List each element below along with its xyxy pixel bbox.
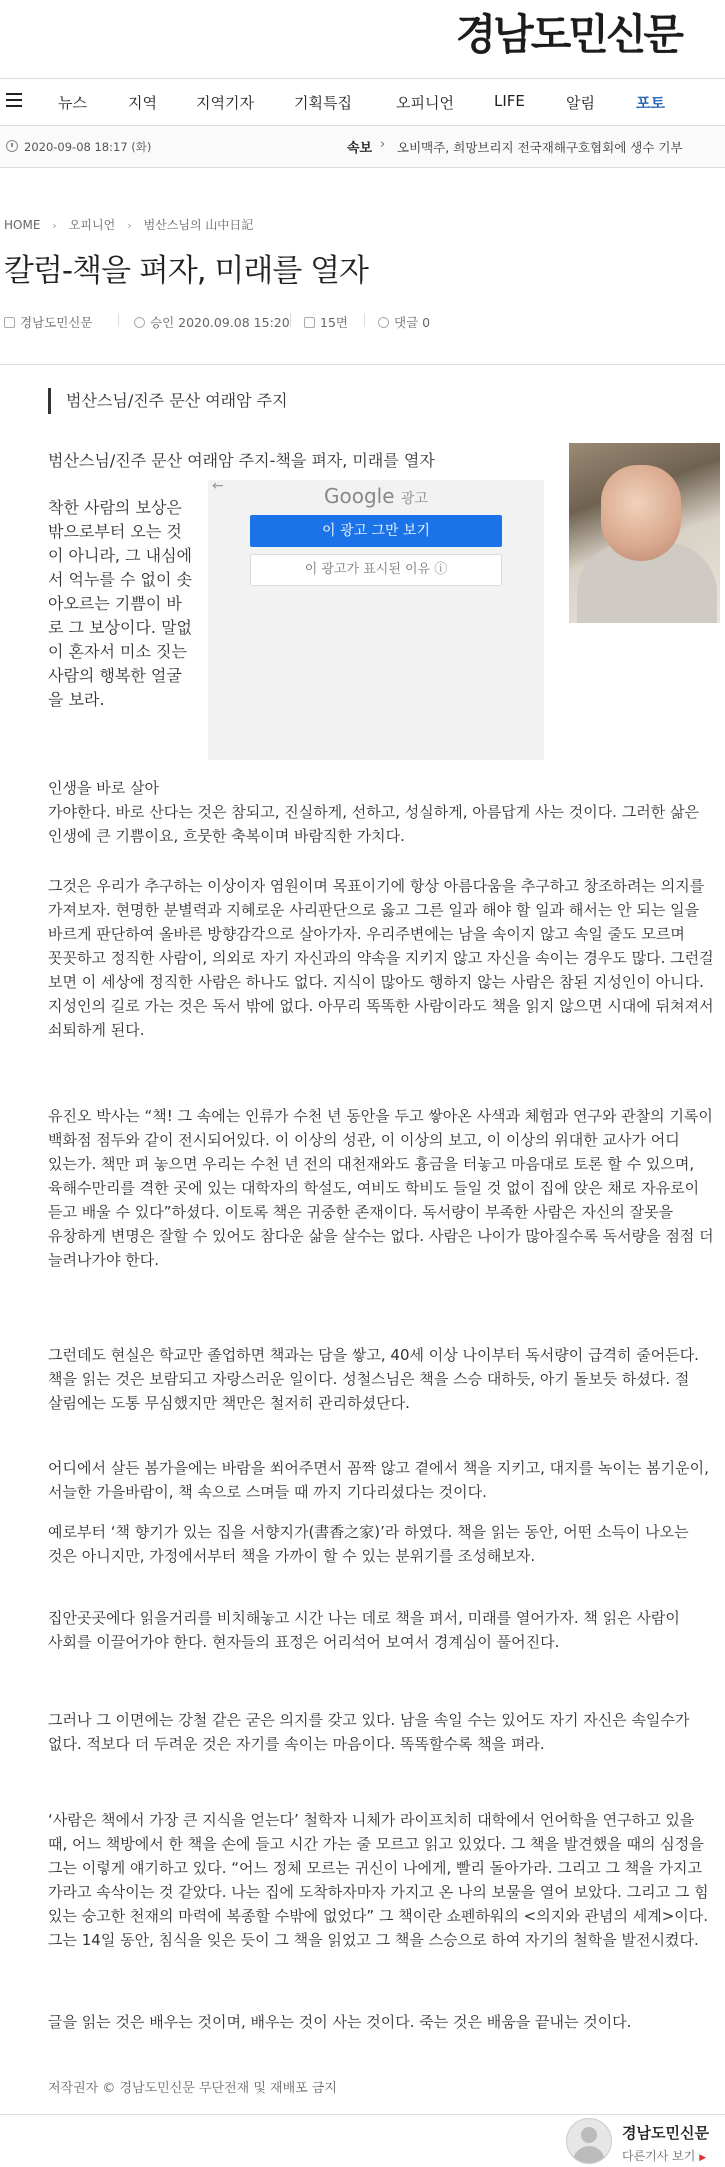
page-number: 15면	[320, 315, 348, 330]
writer-name: 경남도민신문	[622, 2124, 709, 2142]
breadcrumb	[4, 216, 253, 233]
site-logo[interactable]: 경남도민신문	[455, 10, 681, 59]
nav-item-region-reporter[interactable]: 지역기자	[196, 94, 254, 112]
menu-icon[interactable]	[6, 93, 22, 107]
avatar	[566, 2118, 612, 2164]
user-icon	[4, 317, 15, 328]
nav-item-feature[interactable]: 기획특집	[294, 94, 352, 112]
avatar-body	[573, 2146, 605, 2164]
author-photo	[569, 443, 720, 623]
arrow-right-icon: ▶	[699, 2153, 707, 2163]
back-arrow-icon[interactable]: ←	[212, 478, 224, 494]
breadcrumb-home[interactable]: HOME	[4, 218, 41, 232]
divider	[364, 313, 365, 327]
ad-brand	[208, 484, 544, 508]
approved-date: 승인 2020.09.08 15:20	[150, 315, 290, 330]
page-icon	[304, 317, 315, 328]
meta-author	[4, 313, 92, 331]
article-paragraph: 예로부터 ‘책 향기가 있는 집을 서향지가(書香之家)’라 하였다. 책을 읽는 동안, 어떤 소득이 나오는 것은 아니지만, 가정에서부터 책을 가까이 할 수 있는 분위기를 조성해보자.	[48, 1523, 689, 1565]
article-paragraph: 어디에서 살든 봄가을에는 바람을 쐬어주면서 꼼짝 않고 곁에서 책을 지키고, 대지를 녹이는 봄기운이, 서늘한 가을바람이, 책 속으로 스며들 때 까지 기다리셨다는 것이다.	[48, 1459, 709, 1501]
divider	[0, 364, 725, 365]
google-ad	[208, 480, 544, 760]
article-paragraph: 인생을 바로 살아 가야한다. 바로 산다는 것은 참되고, 진실하게, 선하고, 성실하게, 아름답게 사는 것이다. 그러한 삶은 인생에 큰 기쁨이요, 흐뭇한 축복이며 바람직한 가치다.	[48, 779, 699, 845]
page-title: 칼럼-책을 펴자, 미래를 열자	[4, 253, 369, 289]
clock-icon	[6, 140, 18, 152]
article-paragraph: 그런데도 현실은 학교만 졸업하면 책과는 담을 쌓고, 40세 이상 나이부터 독서량이 급격히 줄어든다. 책을 읽는 것은 보람되고 자랑스러운 일이다. 성철스님은 책을 스승 대하듯, 아기 돌보듯 하셨다. 절 살림에는 도통 무심했지만 책만은 철저히 관리하셨단다.	[48, 1346, 699, 1412]
breadcrumb-opinion[interactable]: 오피니언	[68, 218, 116, 232]
nav-item-notice[interactable]: 알림	[566, 94, 595, 112]
breaking-label: 속보	[347, 141, 373, 156]
ad-label: 광고	[400, 491, 428, 507]
article-paragraph: 유진오 박사는 “책! 그 속에는 인류가 수천 년 동안을 두고 쌓아온 사색과 체험과 연구와 관찰의 기록이 백화점 점두와 같이 전시되어있다. 이 이상의 성관, 이 이상의 보고, 이 이상의 위대한 교사가 어디 있는가. 책만 펴 놓으면 우리는 수천 년 전의 대천재와도 흉금을 터놓고 마음대로 토론 할 수 있으며, 육해수만리를 격한 곳에 있는 대학자의 학설도, 여비도 학비도 들일 것 없이 집에 앉은 채로 자유로이 듣고 배울 수 있다”하셨다. 이토록 책은 귀중한 존재이다. 독서량이 부족한 사람은 자신의 잘못을 유창하게 변명은 잘할 수 있어도 참다운 삶을 살수는 없다. 사람은 나이가 많아질수록 독서량을 점점 더 늘려나가야 한다.	[48, 1107, 714, 1269]
article-lead: 범산스님/진주 문산 여래암 주지-책을 펴자, 미래를 열자	[48, 451, 435, 470]
breadcrumb-section[interactable]: 범산스님의 山中日記	[143, 218, 254, 232]
chevron-right-icon: ›	[52, 219, 57, 232]
divider	[0, 2114, 725, 2115]
article-paragraph: 그것은 우리가 추구하는 이상이자 염원이며 목표이기에 항상 아름다움을 추구하고 창조하려는 의지를 가져보자. 현명한 분별력과 지혜로운 사리판단으로 옳고 그른 일과 해야 할 일과 해서는 안 되는 일을 바르게 판단하여 올바른 방향감각으로 살아가자. 우리주변에는 남을 속이지 않고 속일 줄도 모르며 꼿꼿하고 정직한 사람이, 의외로 자기 자신과의 약속을 지키지 않고 자신을 속이는 경우도 많다. 그런걸 보면 이 세상에 정직한 사람은 하나도 없다. 지식이 많아도 행하지 않는 사람은 참된 지성인이 아니다. 지성인의 길로 가는 것은 독서 밖에 없다. 아무리 똑똑한 사람이라도 책을 읽지 않으면 시대에 뒤쳐져서 쇠퇴하게 된다.	[48, 877, 714, 1039]
meta-approved	[134, 313, 290, 331]
photo-figure-head	[601, 465, 681, 561]
copyright-notice: 저작권자 © 경남도민신문 무단전재 및 재배포 금지	[48, 2081, 337, 2096]
other-articles-label[interactable]: 다른기사 보기	[622, 2149, 696, 2163]
avatar-head	[581, 2127, 597, 2143]
why-ad-button[interactable]: 이 광고가 표시된 이유 ⓘ	[250, 554, 502, 586]
nav-item-news[interactable]: 뉴스	[58, 94, 87, 112]
nav-item-region[interactable]: 지역	[128, 94, 157, 112]
ticker-headline[interactable]: 오비맥주, 희망브리지 전국재해구호협회에 생수 기부	[397, 140, 683, 155]
divider	[290, 313, 291, 327]
article-paragraph: ‘사람은 책에서 가장 큰 지식을 얻는다’ 철학자 니체가 라이프치히 대학에서 언어학을 연구하고 있을 때, 어느 책방에서 한 책을 손에 들고 시간 가는 줄 모르고 읽고 있었다. 그 책을 발견했을 때의 심정을 그는 이렇게 얘기하고 있다. “어느 정체 모르는 귀신이 나에게, 빨리 돌아가라. 그리고 그 책을 가지고 가라고 속삭이는 것 같았다. 나는 집에 도착하자마자 가지고 온 나의 보물을 열어 보았다. 그리고 그 힘 있는 숭고한 천재의 마력에 복종할 수밖에 없었다” 그 책이란 쇼펜하워의 <의지와 관념의 세계>이다. 그는 14일 동안, 침식을 잊은 듯이 그 책을 읽었고 그 책을 스승으로 하여 자기의 철학을 발전시켰다.	[48, 1811, 709, 1949]
article-subhead: 범산스님/진주 문산 여래암 주지	[48, 388, 288, 414]
masthead	[0, 0, 725, 70]
nav-item-life[interactable]: LIFE	[494, 92, 525, 110]
article-paragraph: 그러나 그 이면에는 강철 같은 굳은 의지를 갖고 있다. 남을 속일 수는 있어도 자기 자신은 속일수가 없다. 적보다 더 두려운 것은 자기를 속이는 마음이다. 똑똑할수록 책을 펴라.	[48, 1711, 690, 1753]
nav-item-opinion[interactable]: 오피니언	[396, 94, 454, 112]
nav-item-photo[interactable]: 포토	[636, 94, 665, 112]
article-paragraph: 집안곳곳에다 읽을거리를 비치해놓고 시간 나는 데로 책을 펴서, 미래를 열어가자. 책 읽은 사람이 사회를 이끌어가야 한다. 현자들의 표정은 어리석어 보여서 경계심이 풀어진다.	[48, 1609, 680, 1651]
news-ticker	[0, 126, 725, 168]
author-name: 경남도민신문	[20, 315, 93, 330]
comment-icon	[378, 317, 389, 328]
meta-comments[interactable]	[378, 313, 430, 331]
article-paragraph: 착한 사람의 보상은 밖으로부터 오는 것이 아니라, 그 내심에서 억누를 수 없이 솟아오르는 기쁨이 바로 그 보상이다. 말없이 혼자서 미소 짓는 사람의 행복한 얼굴을 보라.	[48, 498, 192, 709]
chevron-right-icon: ›	[127, 219, 132, 232]
meta-pages	[304, 313, 348, 331]
main-nav	[0, 78, 725, 126]
chevron-right-icon: ›	[380, 137, 386, 152]
stop-ad-button[interactable]: 이 광고 그만 보기	[250, 515, 502, 547]
comment-count[interactable]: 댓글 0	[394, 315, 431, 330]
clock-icon	[134, 317, 145, 328]
article-paragraph: 글을 읽는 것은 배우는 것이며, 배우는 것이 사는 것이다. 죽는 것은 배움을 끝내는 것이다.	[48, 2013, 632, 2031]
divider	[118, 313, 119, 327]
ticker-date: 2020-09-08 18:17 (화)	[24, 140, 152, 154]
other-articles-link[interactable]	[622, 2147, 706, 2164]
google-label: Google	[324, 484, 395, 508]
